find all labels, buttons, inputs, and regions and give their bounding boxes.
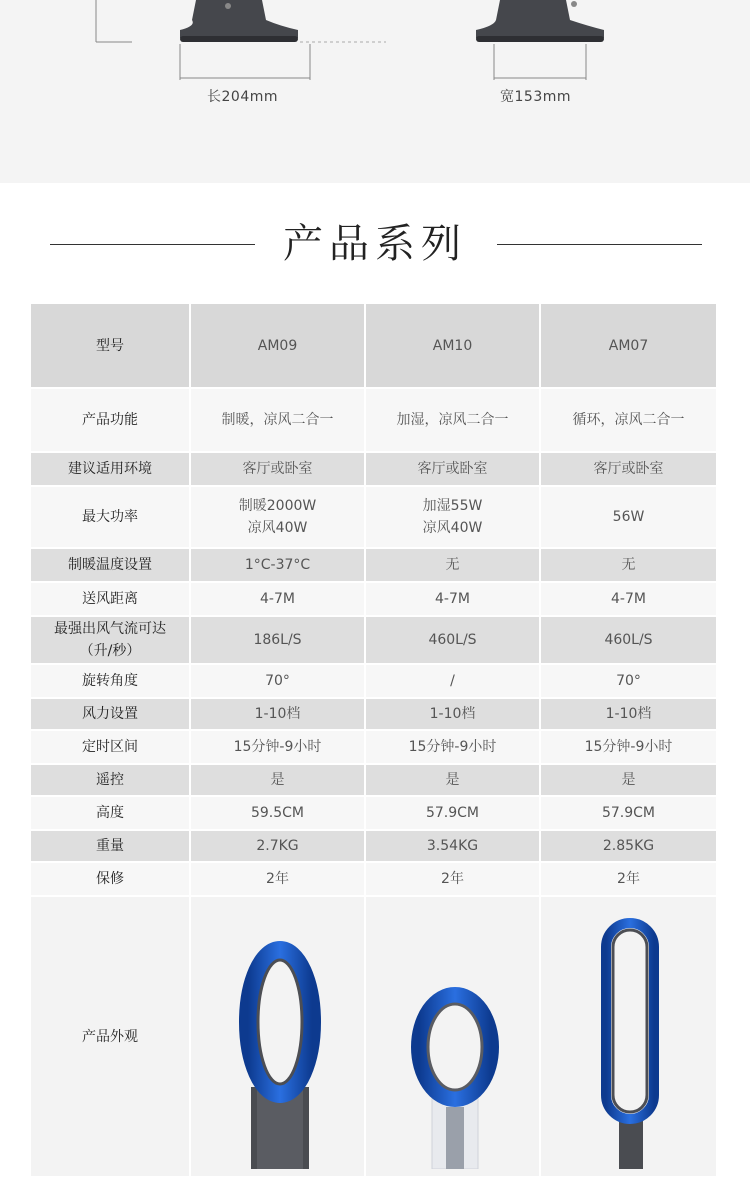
- row-label: 定时区间: [31, 730, 190, 764]
- row-label: 风力设置: [31, 698, 190, 730]
- cell: [365, 486, 540, 548]
- section-header: [0, 212, 750, 276]
- cell: 3.54KG: [365, 830, 540, 862]
- row-label: 高度: [31, 796, 190, 830]
- cell: 15分钟-9小时: [365, 730, 540, 764]
- table-row: [31, 582, 717, 616]
- row-label: 建议适用环境: [31, 452, 190, 486]
- table-row: [31, 388, 717, 452]
- cell: 1-10档: [190, 698, 365, 730]
- cell: 59.5CM: [190, 796, 365, 830]
- cell-line: 制暖2000W: [238, 498, 317, 514]
- row-label-line: 最强出风气流可达: [54, 621, 166, 637]
- cell: 57.9CM: [540, 796, 717, 830]
- table-row: [31, 830, 717, 862]
- table-row: [31, 730, 717, 764]
- row-label: 旋转角度: [31, 664, 190, 698]
- fan-image-am09: [190, 896, 365, 1177]
- row-label: 产品外观: [31, 896, 190, 1177]
- cell: 加湿，凉风二合一: [365, 388, 540, 452]
- cell: 2年: [365, 862, 540, 896]
- cell: 460L/S: [540, 616, 717, 664]
- cell: /: [365, 664, 540, 698]
- cell: 2.85KG: [540, 830, 717, 862]
- table-row: [31, 764, 717, 796]
- table-header-row: [31, 304, 717, 388]
- cell: 15分钟-9小时: [190, 730, 365, 764]
- cell: [190, 486, 365, 548]
- cell: 无: [540, 548, 717, 582]
- table-row: [31, 486, 717, 548]
- dimension-section: [0, 0, 750, 183]
- cell: 循环，凉风二合一: [540, 388, 717, 452]
- cell: 4-7M: [365, 582, 540, 616]
- cell: 4-7M: [540, 582, 717, 616]
- table-row: [31, 698, 717, 730]
- model-am07: AM07: [540, 304, 717, 388]
- cell: 70°: [190, 664, 365, 698]
- appearance-row: [31, 896, 717, 1177]
- fan-am07-graphic: [541, 897, 716, 1169]
- cell: 1°C-37°C: [190, 548, 365, 582]
- row-label: 送风距离: [31, 582, 190, 616]
- fan-base-left: [180, 0, 298, 41]
- cell: 4-7M: [190, 582, 365, 616]
- cell: 460L/S: [365, 616, 540, 664]
- cell: 制暖，凉风二合一: [190, 388, 365, 452]
- cell: 客厅或卧室: [540, 452, 717, 486]
- row-label: 制暖温度设置: [31, 548, 190, 582]
- table-row: [31, 862, 717, 896]
- cell: 56W: [540, 486, 717, 548]
- model-am10: AM10: [365, 304, 540, 388]
- fan-image-am07: [540, 896, 717, 1177]
- cell: 2年: [190, 862, 365, 896]
- table-row: [31, 796, 717, 830]
- fan-am09-graphic: [191, 897, 364, 1169]
- table-row: [31, 452, 717, 486]
- cell: 57.9CM: [365, 796, 540, 830]
- table-row: [31, 664, 717, 698]
- dimension-diagram: [0, 0, 750, 183]
- length-label: 长204mm: [207, 89, 278, 105]
- fan-base-right: [476, 0, 604, 41]
- fan-image-am10: [365, 896, 540, 1177]
- section-title: 产品系列: [283, 221, 467, 267]
- spec-table: [31, 304, 718, 1178]
- cell: 无: [365, 548, 540, 582]
- cell-line: 凉风40W: [422, 520, 483, 536]
- cell: 客厅或卧室: [365, 452, 540, 486]
- table-row: [31, 616, 717, 664]
- fan-am10-graphic: [366, 897, 539, 1169]
- row-label: [31, 616, 190, 664]
- row-label: 最大功率: [31, 486, 190, 548]
- cell: 2.7KG: [190, 830, 365, 862]
- cell-line: 加湿55W: [422, 498, 483, 514]
- row-label: 产品功能: [31, 388, 190, 452]
- title-line-right: [497, 244, 702, 245]
- table-row: [31, 548, 717, 582]
- row-label: 重量: [31, 830, 190, 862]
- cell: 是: [365, 764, 540, 796]
- cell-line: 凉风40W: [247, 520, 308, 536]
- cell: 客厅或卧室: [190, 452, 365, 486]
- row-label-line: （升/秒）: [79, 643, 141, 659]
- cell: 70°: [540, 664, 717, 698]
- cell: 1-10档: [365, 698, 540, 730]
- cell: 186L/S: [190, 616, 365, 664]
- cell: 2年: [540, 862, 717, 896]
- row-label: 遥控: [31, 764, 190, 796]
- row-label: 保修: [31, 862, 190, 896]
- width-label: 宽153mm: [500, 89, 571, 105]
- header-label: 型号: [31, 304, 190, 388]
- cell: 是: [540, 764, 717, 796]
- cell: 15分钟-9小时: [540, 730, 717, 764]
- cell: 是: [190, 764, 365, 796]
- cell: 1-10档: [540, 698, 717, 730]
- model-am09: AM09: [190, 304, 365, 388]
